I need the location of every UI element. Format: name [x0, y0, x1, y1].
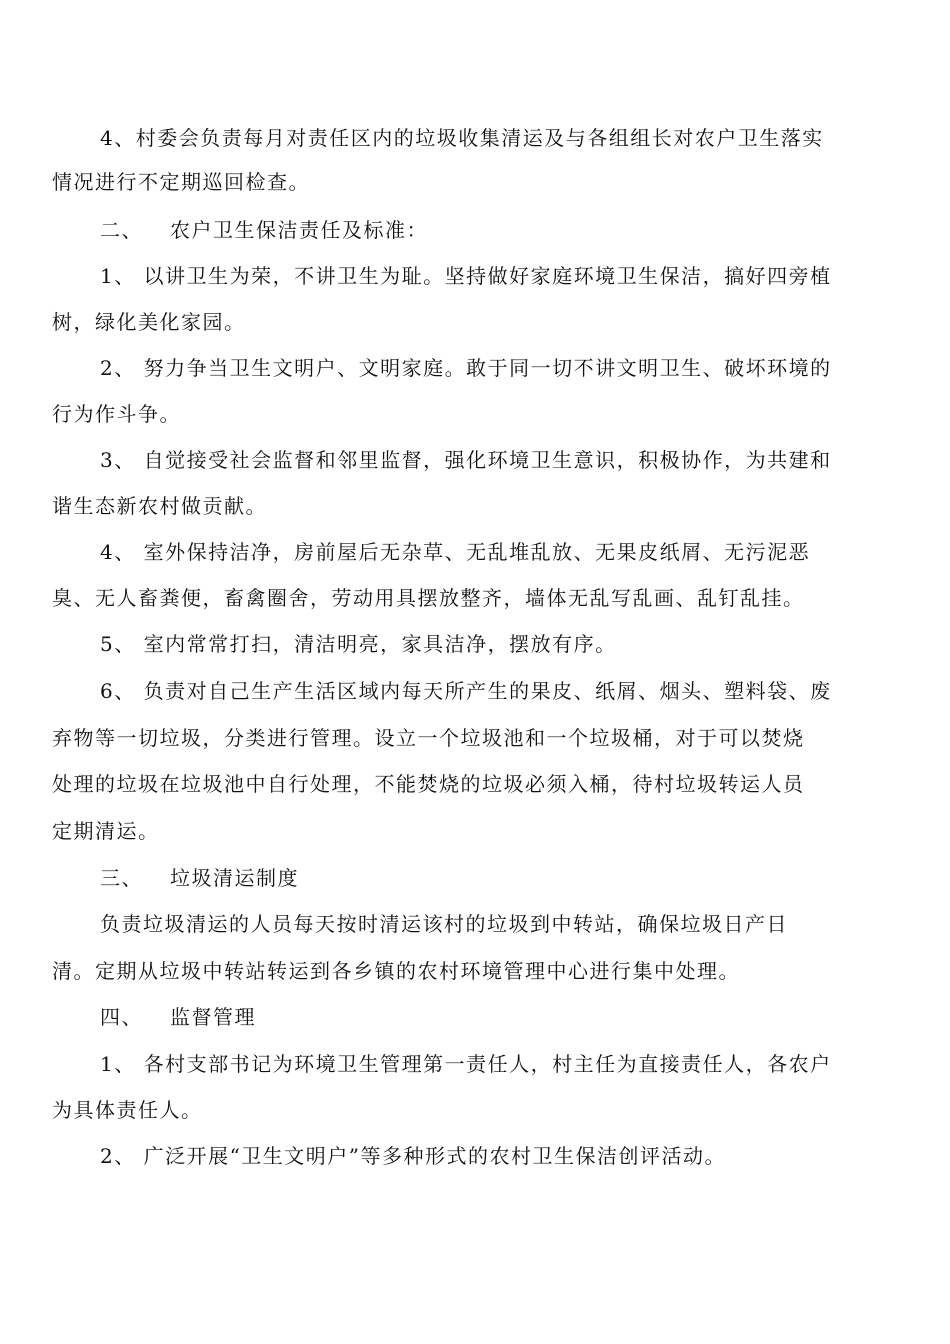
section-number: 二、: [100, 218, 143, 242]
paragraph-line: 为具体责任人。: [52, 1098, 203, 1122]
paragraph-line: 臭、无人畜粪便，畜禽圈舍，劳动用具摆放整齐，墙体无乱写乱画、乱钉乱挂。: [52, 586, 805, 610]
section-number: 三、: [100, 866, 143, 890]
paragraph-line: 谐生态新农村做贡献。: [52, 494, 267, 518]
paragraph-line: 1、 以讲卫生为荣，不讲卫生为耻。坚持做好家庭环境卫生保洁，搞好四旁植: [100, 264, 832, 288]
paragraph-line: 4、 室外保持洁净，房前屋后无杂草、无乱堆乱放、无果皮纸屑、无污泥恶: [100, 540, 811, 564]
paragraph-line: 5、 室内常常打扫，清洁明亮，家具洁净，摆放有序。: [100, 632, 617, 656]
paragraph-line: 处理的垃圾在垃圾池中自行处理，不能焚烧的垃圾必须入桶，待村垃圾转运人员: [52, 772, 805, 796]
section-title: 农户卫生保洁责任及标准：: [170, 218, 428, 242]
paragraph-line: 2、 广泛开展“卫生文明户”等多种形式的农村卫生保洁创评活动。: [100, 1144, 727, 1168]
paragraph-line: 3、 自觉接受社会监督和邻里监督，强化环境卫生意识，积极协作，为共建和: [100, 448, 832, 472]
section-title: 监督管理: [170, 1005, 256, 1029]
section-number: 四、: [100, 1005, 143, 1029]
paragraph-line: 2、 努力争当卫生文明户、文明家庭。敢于同一切不讲文明卫生、破坏环境的: [100, 356, 832, 380]
paragraph-line: 树，绿化美化家园。: [52, 310, 246, 334]
paragraph-line: 6、 负责对自己生产生活区域内每天所产生的果皮、纸屑、烟头、塑料袋、废: [100, 679, 832, 703]
paragraph-line: 情况进行不定期巡回检查。: [52, 170, 310, 194]
paragraph-line: 行为作斗争。: [52, 402, 181, 426]
paragraph-line: 4、村委会负责每月对责任区内的垃圾收集清运及与各组组长对农户卫生落实: [100, 126, 824, 150]
paragraph-line: 负责垃圾清运的人员每天按时清运该村的垃圾到中转站，确保垃圾日产日: [100, 912, 788, 936]
paragraph-line: 定期清运。: [52, 819, 160, 843]
paragraph-line: 清。定期从垃圾中转站转运到各乡镇的农村环境管理中心进行集中处理。: [52, 959, 740, 983]
section-title: 垃圾清运制度: [170, 866, 299, 890]
paragraph-line: 1、 各村支部书记为环境卫生管理第一责任人，村主任为直接责任人，各农户: [100, 1052, 832, 1076]
paragraph-line: 弃物等一切垃圾，分类进行管理。设立一个垃圾池和一个垃圾桶，对于可以焚烧: [52, 726, 805, 750]
